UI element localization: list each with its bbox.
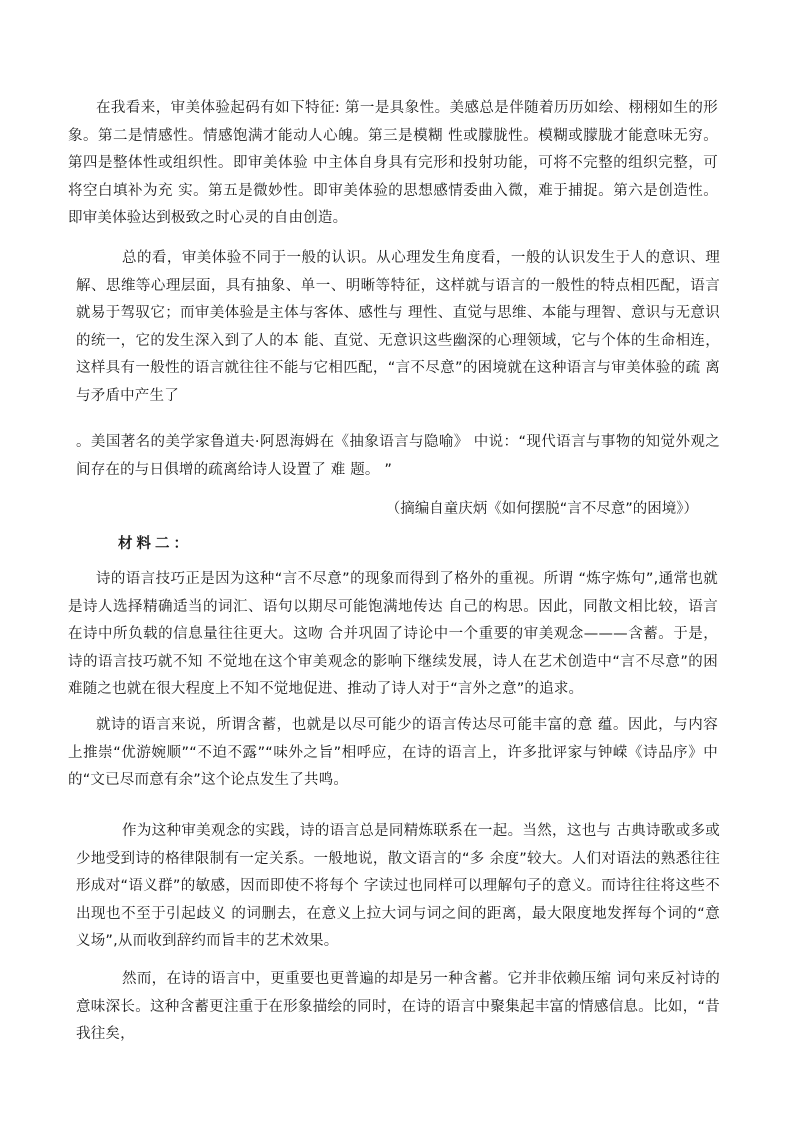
paragraph-concision: 作为这种审美观念的实践，诗的语言总是同精炼联系在一起。当然，这也与 古典诗歌或多或少地受到诗的格律限制有一定关系。一般地说，散文语言的“多 余度”较大。人们对语法的熟悉往往形成对“语义群”的敏感，因而即使不将每个 字读过也同样可以理解句子的意义。而诗往往将这些不出现也不至于引起歧义 的词删去，在意义上拉大词与词之间的距离，最大限度地发挥每个词的“意义场”,从而收到辞约而旨丰的艺术效果。	[76, 823, 720, 949]
paragraph-arnheim-quote: 。美国著名的美学家鲁道夫·阿恩海姆在《抽象语言与隐喻》 中说：“现代语言与事物的知觉外观之间存在的与日俱增的疏离给诗人设置了 难 题。 ”	[76, 434, 720, 478]
paragraph-implicitness: 就诗的语言来说，所谓含蓄，也就是以尽可能少的语言传达尽可能丰富的意 蕴。因此，与内容上推崇“优游婉顺”“不迫不露”“味外之旨”相呼应，在诗的语言上，许多批评家与钟嵘《诗品序》中的“文已尽而意有余”这个论点发生了共鸣。	[68, 717, 718, 788]
paragraph-another-implicitness: 然而，在诗的语言中，更重要也更普遍的却是另一种含蓄。它并非依赖压缩 词句来反衬诗的意味深长。这种含蓄更注重于在形象描绘的同时，在诗的语言中聚集起丰富的情感信息。比如，“昔我往矣，	[76, 971, 720, 1042]
source-citation: （摘编自童庆炳《如何摆脱“言不尽意”的困境》）	[385, 501, 698, 517]
paragraph-poetic-language-skill: 诗的语言技巧正是因为这种“言不尽意”的现象而得到了格外的重视。所谓 “炼字炼句”,通常也就是诗人选择精确适当的词汇、语句以期尽可能饱满地传达 自己的构思。因此，同散文相比较，语言在诗中所负载的信息量往往更大。这吻 合并巩固了诗论中一个重要的审美观念———含蓄。于是，诗的语言技巧就不知 不觉地在这个审美观念的影响下继续发展，诗人在艺术创造中“言不尽意”的困 难随之也就在很大程度上不知不觉地促进、推动了诗人对于“言外之意”的追求。	[68, 571, 718, 697]
paragraph-aesthetic-features: 在我看来，审美体验起码有如下特征: 第一是具象性。美感总是伴随着历历如绘、栩栩如生的形象。第二是情感性。情感饱满才能动人心魄。第三是模糊 性或朦胧性。模糊或朦胧才能意味无穷。第四是整体性或组织性。即审美体验 中主体自身具有完形和投射功能，可将不完整的组织完整，可将空白填补为充 实。第五是微妙性。即审美体验的思想感情委曲入微，难于捕捉。第六是创造性。即审美体验达到极致之时心灵的自由创造。	[68, 100, 718, 226]
section-heading-material-two: 材料二：	[118, 536, 192, 552]
paragraph-aesthetic-vs-cognition: 总的看，审美体验不同于一般的认识。从心理发生角度看，一般的认识发生于人的意识、理解、思维等心理层面，具有抽象、单一、明晰等特征，这样就与语言的一般性的特点相匹配，语言就易于驾驭它；而审美体验是主体与客体、感性与 理性、直觉与思维、本能与理智、意识与无意识的统一，它的发生深入到了人的本 能、直觉、无意识这些幽深的心理领域，它与个体的生命相连，这样具有一般性的语言就往往不能与它相匹配，“言不尽意”的困境就在这种语言与审美体验的疏 离与矛盾中产生了	[76, 250, 720, 404]
